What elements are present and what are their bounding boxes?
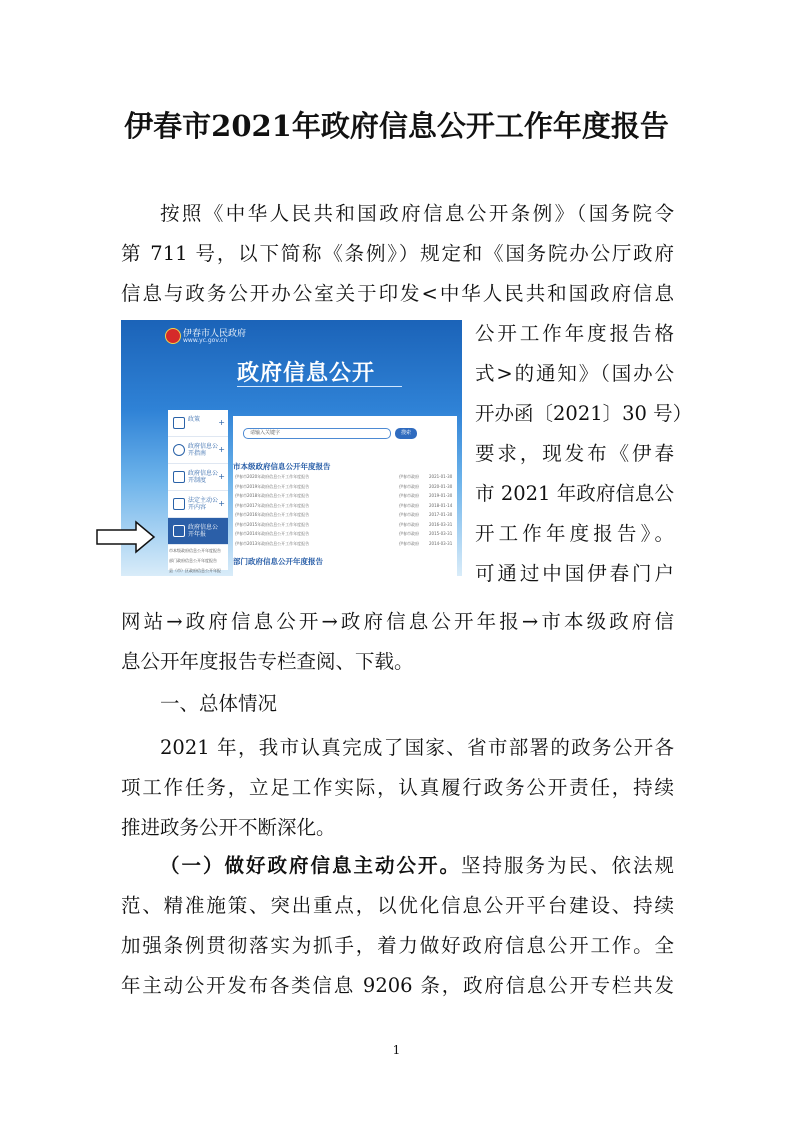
- report-title: 伊春市2019年政府信息公开工作年度报告: [235, 483, 310, 489]
- report-date: 2018-01-14: [429, 502, 453, 508]
- report-title: 伊春市2018年政府信息公开工作年度报告: [235, 493, 310, 498]
- search-input[interactable]: 请输入关键字: [243, 428, 391, 439]
- subheading-lead: （一）做好政府信息主动公开。: [160, 854, 461, 877]
- report-source: 伊春市政府: [399, 502, 419, 508]
- report-row[interactable]: [235, 493, 453, 499]
- submenu-city[interactable]: 市本级政府信息公开年度报告: [169, 548, 221, 553]
- submenu-county[interactable]: 县（市）区政府信息公开年报: [169, 568, 221, 573]
- plus-icon: +: [218, 445, 225, 454]
- plus-icon: +: [218, 472, 225, 481]
- report-title: 伊春市2013年政府信息公开工作年度报告: [235, 540, 310, 546]
- compass-icon: [173, 444, 185, 456]
- report-title: 伊春市2016年政府信息公开工作年度报告: [235, 512, 310, 517]
- paragraph-line: 加强条例贯彻落实为抓手，着力做好政府信息公开工作。全: [121, 934, 674, 957]
- paragraph-line: [160, 848, 674, 884]
- paragraph-line: 2021 年，我市认真完成了国家、省市部署的政务公开各: [160, 736, 674, 759]
- report-row[interactable]: [235, 484, 453, 490]
- section-heading: 一、总体情况: [160, 692, 278, 715]
- report-row[interactable]: [235, 512, 453, 518]
- paragraph-line: 按照《中华人民共和国政府信息公开条例》（国务院令: [160, 202, 674, 225]
- report-row[interactable]: [235, 522, 453, 528]
- report-date: 2014-03-31: [429, 540, 453, 546]
- report-source: 伊春市政府: [399, 540, 419, 546]
- report-row[interactable]: [235, 503, 453, 509]
- plus-icon: +: [218, 499, 225, 508]
- section-dept-reports: 部门政府信息公开年度报告: [233, 557, 323, 566]
- paragraph-line: 开办函〔2021〕30 号）: [475, 402, 693, 425]
- document-title: 伊春市2021年政府信息公开工作年度报告: [124, 109, 669, 143]
- menu-item-policy[interactable]: [168, 410, 228, 437]
- report-date: 2015-03-31: [429, 531, 453, 536]
- report-icon: [173, 525, 185, 537]
- file-icon: [173, 498, 185, 510]
- report-source: 伊春市政府: [399, 531, 419, 536]
- report-row[interactable]: [235, 531, 453, 537]
- menu-label: 政府信息公开指南: [188, 443, 219, 457]
- report-row[interactable]: [235, 541, 453, 547]
- site-url: www.yc.gov.cn: [183, 337, 228, 344]
- report-title: 伊春市2017年政府信息公开工作年度报告: [235, 502, 310, 508]
- content-panel: [233, 416, 457, 576]
- banner-underline: [237, 386, 402, 387]
- side-menu: [168, 410, 228, 570]
- report-source: 伊春市政府: [399, 483, 419, 489]
- report-date: 2016-03-31: [429, 521, 453, 527]
- submenu-dept[interactable]: 部门政府信息公开年度报告: [169, 558, 217, 563]
- menu-item-annual-report[interactable]: [168, 518, 228, 545]
- paragraph-text: 坚持服务为民、依法规: [460, 854, 674, 877]
- paragraph-line: 项工作任务，立足工作实际，认真履行政务公开责任，持续: [121, 776, 674, 799]
- report-date: 2019-01-30: [429, 493, 453, 498]
- paragraph-line: 市 2021 年政府信息公: [475, 482, 674, 505]
- right-arrow-icon: [96, 520, 156, 554]
- paragraph-line: 年主动公开发布各类信息 9206 条，政府信息公开专栏共发: [121, 974, 674, 997]
- banner-title: 政府信息公开: [237, 361, 376, 386]
- report-date: 2017-01-30: [429, 512, 453, 517]
- list-icon: [173, 471, 185, 483]
- report-title: 伊春市2015年政府信息公开工作年度报告: [235, 521, 310, 527]
- paragraph-line: 公开工作年度报告格: [475, 322, 674, 345]
- menu-label: 政府信息公开制度: [188, 470, 219, 484]
- menu-item-content[interactable]: [168, 491, 228, 518]
- paragraph-line: 式>的通知》（国办公: [475, 362, 674, 385]
- paragraph-line: 信息与政务公开办公室关于印发<中华人民共和国政府信息: [121, 282, 674, 305]
- search-button[interactable]: 搜索: [395, 428, 417, 439]
- menu-item-system[interactable]: [168, 464, 228, 491]
- menu-label: 政府信息公开年报: [188, 524, 219, 538]
- paragraph-line: 可通过中国伊春门户: [475, 562, 674, 585]
- paragraph-line: 网站→政府信息公开→政府信息公开年报→市本级政府信: [121, 610, 674, 633]
- paragraph-line: 第 711 号，以下简称《条例》）规定和《国务院办公厅政府: [121, 242, 674, 265]
- page-number: 1: [392, 1043, 401, 1057]
- plus-icon: +: [218, 418, 225, 427]
- report-source: 伊春市政府: [399, 493, 419, 498]
- paragraph-line: 息公开年度报告专栏查阅、下载。: [121, 650, 414, 673]
- menu-item-guide[interactable]: [168, 437, 228, 464]
- paragraph-line: 开工作年度报告》。: [475, 522, 674, 545]
- paragraph-line: 要求，现发布《伊春: [475, 442, 674, 465]
- menu-label: 政策: [188, 416, 201, 423]
- national-emblem-icon: [165, 328, 181, 344]
- report-source: 伊春市政府: [399, 474, 419, 479]
- report-date: 2020-01-30: [429, 483, 453, 489]
- menu-label: 法定主动公开内容: [188, 497, 219, 511]
- report-row[interactable]: [235, 474, 453, 480]
- report-source: 伊春市政府: [399, 512, 419, 517]
- section-city-reports: 市本级政府信息公开年度报告: [233, 462, 331, 471]
- website-screenshot: [121, 320, 462, 576]
- report-title: 伊春市2020年政府信息公开工作年度报告: [235, 474, 310, 479]
- site-name: 伊春市人民政府: [183, 329, 247, 339]
- paragraph-line: 范、精准施策、突出重点，以优化信息公开平台建设、持续: [121, 894, 674, 917]
- paragraph-line: 推进政务公开不断深化。: [121, 816, 336, 839]
- report-title: 伊春市2014年政府信息公开工作年度报告: [235, 531, 310, 536]
- document-icon: [173, 417, 185, 429]
- report-date: 2021-01-30: [429, 474, 453, 479]
- report-source: 伊春市政府: [399, 521, 419, 527]
